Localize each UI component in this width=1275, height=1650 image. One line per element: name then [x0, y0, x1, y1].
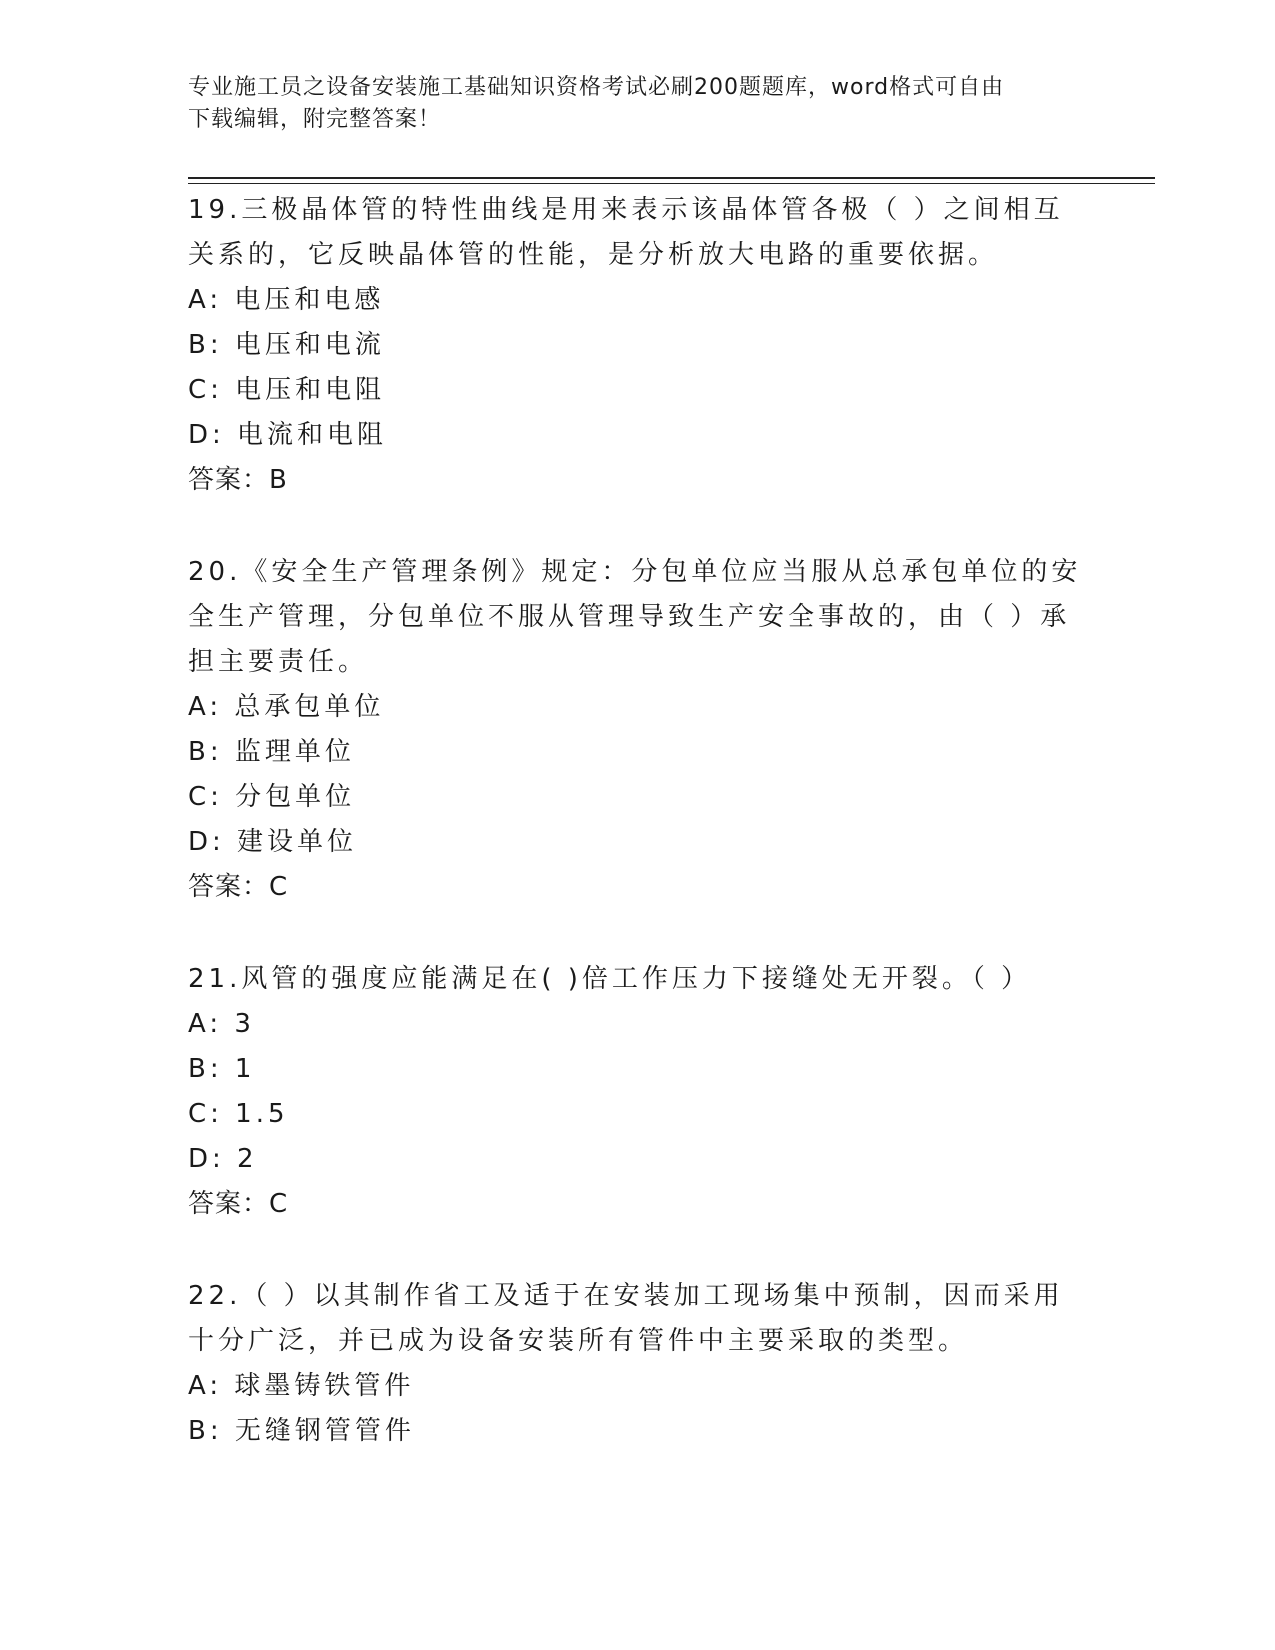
header-title-line-2: 下载编辑，附完整答案！ [188, 107, 442, 132]
spacer [188, 1227, 1088, 1274]
option-a: A: 总承包单位 [188, 692, 385, 722]
option-b: B: 无缝钢管管件 [188, 1416, 415, 1446]
question-text: 20.《安全生产管理条例》规定：分包单位应当服从总承包单位的安全生产管理，分包单位不服从管理导致生产安全事故的，由（ ）承担主要责任。 [188, 557, 1082, 677]
question-text: 21.风管的强度应能满足在( )倍工作压力下接缝处无开裂。（ ） [188, 964, 1032, 994]
option-b: B: 监理单位 [188, 737, 355, 767]
question-list [188, 188, 1088, 1454]
option-c: C: 1.5 [188, 1099, 289, 1129]
document-header [188, 72, 1068, 136]
option-a: A: 球墨铸铁管件 [188, 1371, 415, 1401]
answer-label: 答案：C [188, 1189, 289, 1219]
answer-label: 答案：B [188, 465, 288, 495]
option-d: D: 建设单位 [188, 827, 358, 857]
question-text: 22.（ ）以其制作省工及适于在安装加工现场集中预制，因而采用十分广泛，并已成为设备安装所有管件中主要采取的类型。 [188, 1281, 1064, 1356]
option-a: A: 电压和电感 [188, 285, 385, 315]
header-divider-thick [188, 177, 1155, 179]
answer-label: 答案：C [188, 872, 289, 902]
question-22 [188, 1274, 1088, 1454]
question-text: 19.三极晶体管的特性曲线是用来表示该晶体管各极（ ）之间相互关系的，它反映晶体管的性能，是分析放大电路的重要依据。 [188, 195, 1064, 270]
question-19 [188, 188, 1088, 503]
option-d: D: 电流和电阻 [188, 420, 388, 450]
spacer [188, 503, 1088, 550]
option-b: B: 1 [188, 1054, 256, 1084]
option-c: C: 分包单位 [188, 782, 356, 812]
header-title-line-1: 专业施工员之设备安装施工基础知识资格考试必刷200题题库，word格式可自由 [188, 75, 1005, 100]
question-20 [188, 550, 1088, 910]
option-a: A: 3 [188, 1009, 255, 1039]
header-divider-thin [188, 183, 1155, 184]
option-b: B: 电压和电流 [188, 330, 385, 360]
option-c: C: 电压和电阻 [188, 375, 386, 405]
spacer [188, 910, 1088, 957]
question-21 [188, 957, 1088, 1227]
option-d: D: 2 [188, 1144, 258, 1174]
